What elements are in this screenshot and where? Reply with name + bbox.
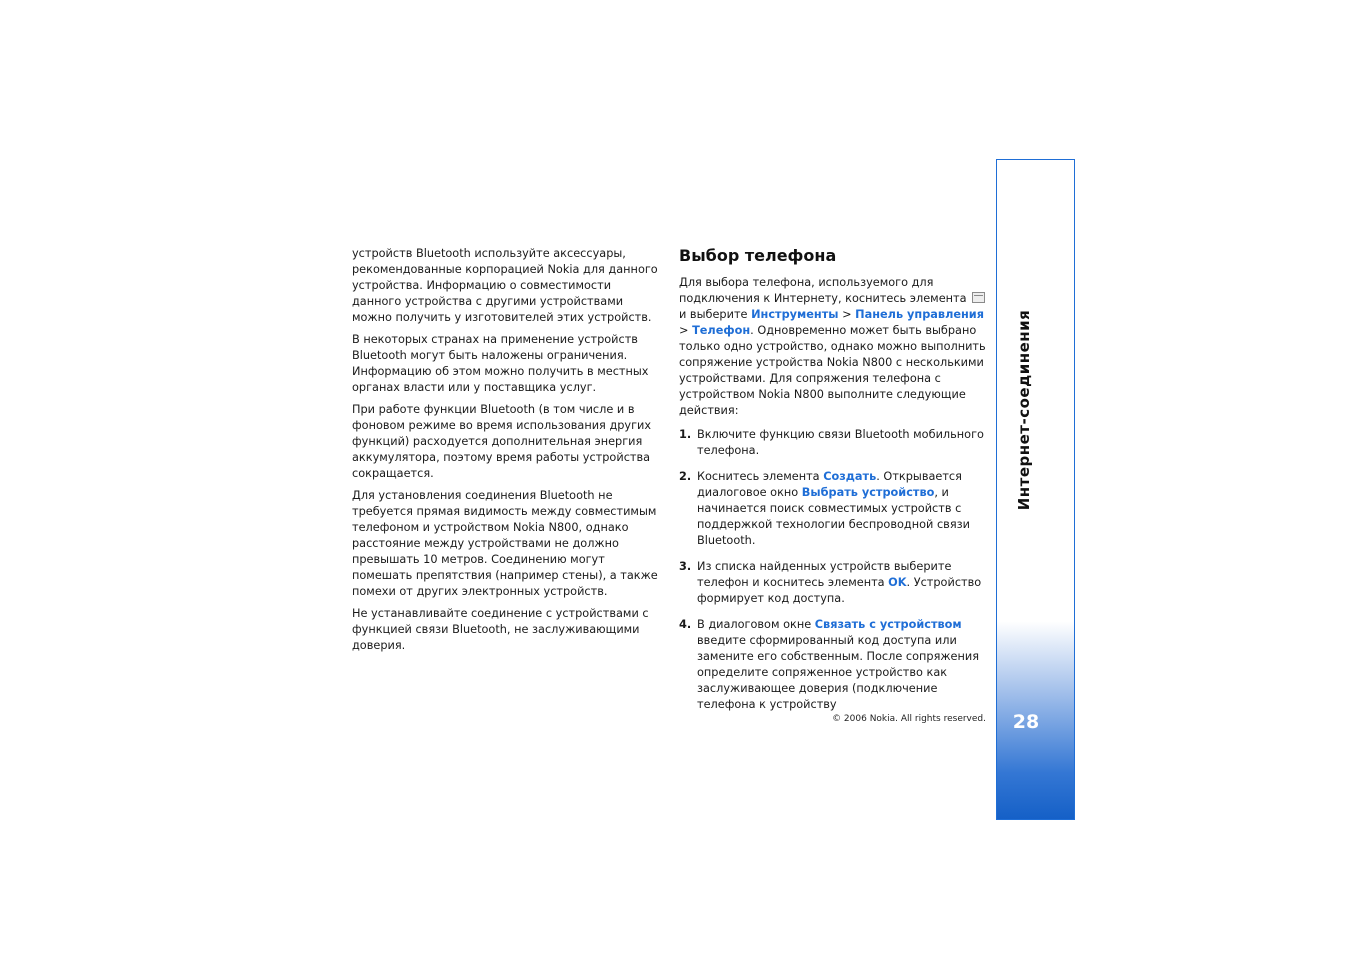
step-number: 4. [679,618,692,631]
paragraph-accessories: устройств Bluetooth используйте аксессуары, рекомендованные корпорацией Nokia для данного устройства. Информацию о совместимости данного устройства с другими устройствами можно получить у изготовителей этих устройств. [352,247,658,324]
step-number: 3. [679,560,692,573]
chapter-side-tab [996,159,1075,820]
intro-text-1: Для выбора телефона, используемого для подключения к Интернету, коснитесь элемента [679,276,971,305]
intro-paragraph [679,275,989,419]
menu-link-ok: OK [888,576,907,589]
step-item [679,427,989,459]
menu-link-tools: Инструменты [751,308,839,321]
step-text: , и начинается поиск совместимых устройств с поддержкой технологии беспроводной связи Bluetooth. [697,486,970,547]
intro-text-3: . Одновременно может быть выбрано только одно устройство, однако можно выполнить сопряжение устройства Nokia N800 с несколькими устройствами. Для сопряжения телефона с устройством Nokia N800 выполните следующие действия: [679,324,986,417]
paragraph-restrictions: В некоторых странах на применение устройств Bluetooth могут быть наложены ограничения. Информацию об этом можно получить в местных органах власти или у поставщика услуг. [352,333,649,394]
path-separator: > [679,324,693,337]
step-number: 2. [679,470,692,483]
section-heading: Выбор телефона [679,246,837,265]
connectivity-icon [972,292,985,303]
step-item [679,559,989,607]
menu-link-create: Создать [823,470,877,483]
step-item [679,469,989,549]
step-text: введите сформированный код доступа или замените его собственным. После сопряжения определите сопряженное устройство как заслуживающее доверия (подключение телефона к устройству [697,634,980,711]
left-column [352,246,662,660]
right-column [679,246,989,723]
steps-list [679,427,989,713]
step-text: В диалоговом окне [697,618,815,631]
intro-text-2: и выберите [679,308,752,321]
step-number: 1. [679,428,692,441]
step-text: . Открывается диалоговое окно [697,470,962,499]
menu-link-select-device: Выбрать устройство [801,486,935,499]
path-separator: > [838,308,856,321]
copyright-notice: © 2006 Nokia. All rights reserved. [832,714,986,724]
paragraph-battery: При работе функции Bluetooth (в том числе и в фоновом режиме во время использования других функций) расходуется дополнительная энергия аккумулятора, поэтому время работы устройства сокращается. [352,403,652,480]
paragraph-range: Для установления соединения Bluetooth не требуется прямая видимость между совместимым телефоном и устройством Nokia N800, однако расстояние между устройствами не должно превышать 10 метров. Соединению могут помешать препятствия (например стены), а также помехи от других электронных устройств. [352,489,658,598]
step-text: Включите функцию связи Bluetooth мобильного телефона. [697,428,984,457]
step-text: Из списка найденных устройств выберите телефон и коснитесь элемента [697,560,952,589]
chapter-title: Интернет-соединения [1015,309,1033,511]
menu-link-pair-device: Связать с устройством [814,618,962,631]
menu-link-phone: Телефон [692,324,751,337]
step-text: . Устройство формирует код доступа. [697,576,982,605]
step-item [679,617,989,713]
paragraph-trust: Не устанавливайте соединение с устройствами с функцией связи Bluetooth, не заслуживающими доверия. [352,607,649,652]
menu-link-control-panel: Панель управления [855,308,984,321]
page-number: 28 [1012,711,1040,733]
step-text: Коснитесь элемента [697,470,824,483]
